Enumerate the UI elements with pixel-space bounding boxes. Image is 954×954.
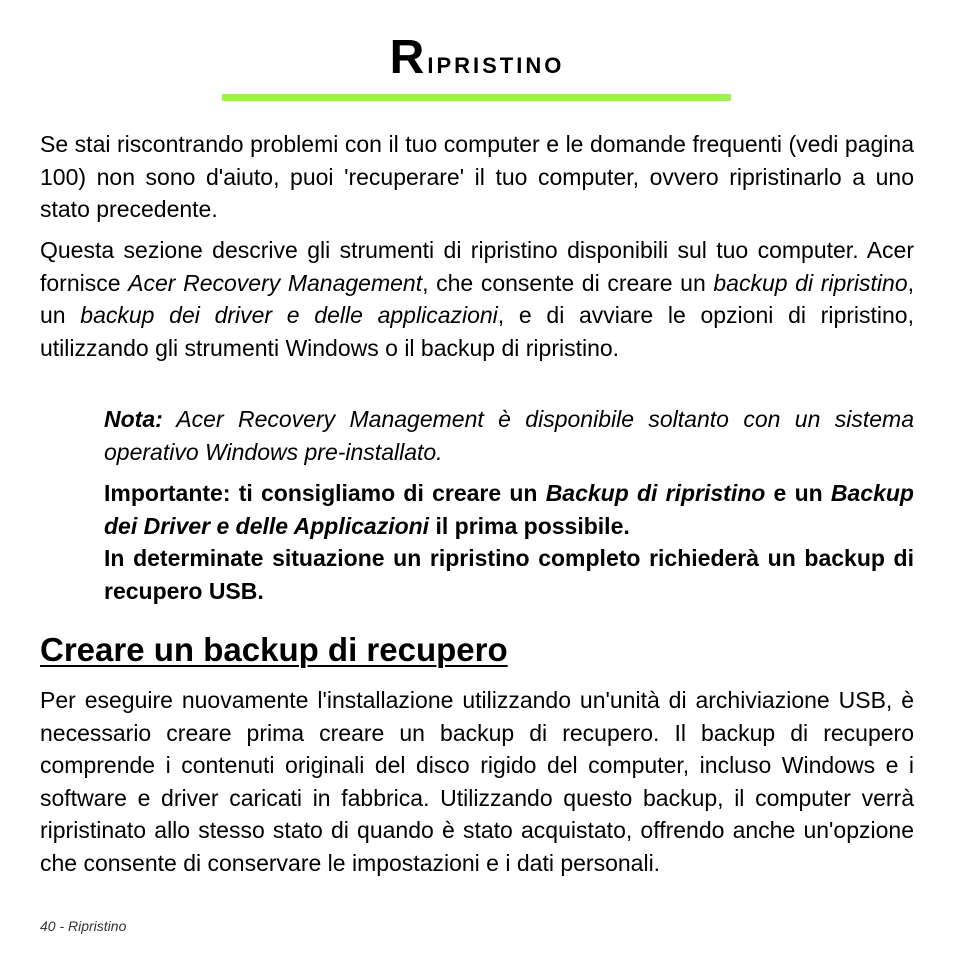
tools-text-3: , un <box>40 269 914 328</box>
backup-paragraph: Per eseguire nuovamente l'installazione utilizzando un'unità di archiviazione USB, è necessario creare prima creare un backup di recupero. Il backup di recupero comprende i contenuti originali del disco rigido del computer, incluso Windows e i software e driver caricati in fabbrica. Utilizzando questo backup, il computer verrà ripristinato allo stesso stato di quando è stato acquistato, offrendo anche un'opzione che consente di conservare le impostazioni e i dati personali. <box>40 687 914 876</box>
tools-text-4: , e di avviare le opzioni di ripristino, utilizzando gli strumenti Windows o il backup di ripristino. <box>40 302 914 361</box>
note-label: Nota: <box>104 406 163 432</box>
tools-paragraph <box>40 234 914 364</box>
important-italic-2: Backup dei Driver e delle Applicazioni <box>104 480 914 539</box>
important-block <box>104 477 914 607</box>
important-line-2: In determinate situazione un ripristino completo richiederà un backup di recupero USB. <box>104 545 914 604</box>
intro-paragraph: Se stai riscontrando problemi con il tuo computer e le domande frequenti (vedi pagina 100) non sono d'aiuto, puoi 'recuperare' il tuo computer, ovvero ripristinarlo a uno stato precedente. <box>40 131 914 222</box>
note-block <box>104 403 914 468</box>
section-heading: Creare un backup di recupero <box>40 631 508 668</box>
tools-text-1: Questa sezione descrive gli strumenti di ripristino disponibili sul tuo computer. Acer fornisce <box>40 237 914 296</box>
important-italic-1: Backup di ripristino <box>545 480 766 506</box>
note-text: Acer Recovery Management è disponibile soltanto con un sistema operativo Windows pre-installato. <box>104 406 914 465</box>
title-underline-rule <box>222 94 731 101</box>
important-text-3: il prima possibile. <box>429 512 630 539</box>
tools-italic-2: backup di ripristino <box>713 269 908 296</box>
page-footer: 40 - Ripristino <box>40 918 127 934</box>
important-text-2: e un <box>765 480 831 506</box>
tools-italic-1: Acer Recovery Management <box>128 269 423 296</box>
page-title-initial: R <box>389 31 428 84</box>
page-title-rest: ipristino <box>427 44 565 80</box>
tools-italic-3: backup dei driver e delle applicazioni <box>80 302 498 328</box>
important-text-1: Importante: ti consigliamo di creare un <box>104 480 546 506</box>
page-title <box>0 30 954 90</box>
tools-text-2: , che consente di creare un <box>422 269 714 296</box>
